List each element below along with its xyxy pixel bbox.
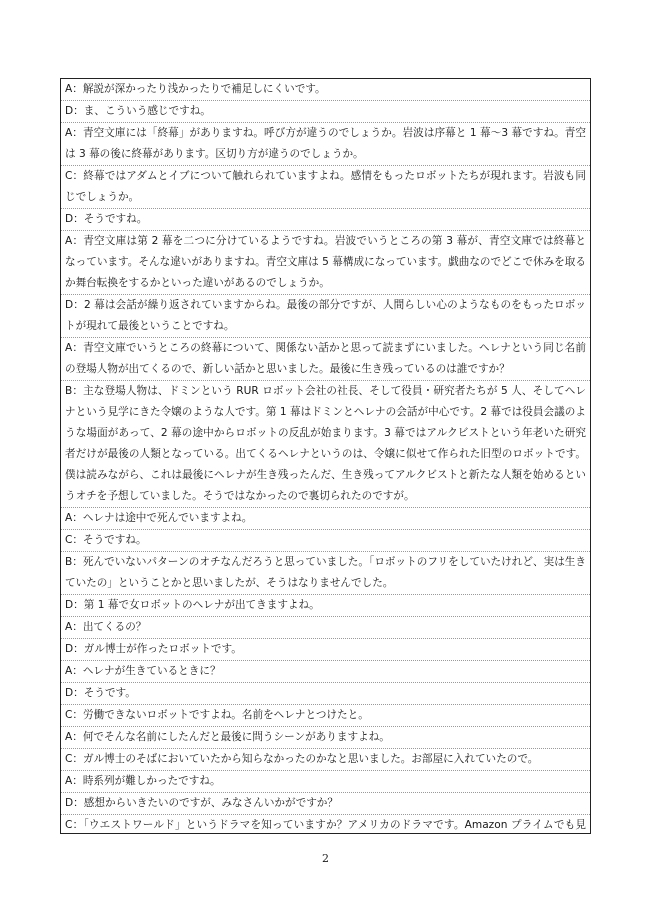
transcript-line: B：主な登場人物は、ドミンという RUR ロボット会社の社長、そして役員・研究者たちが 5 人、そしてヘレナという見学にきた令嬢のような人です。第 1 幕はドミンとヘレナの会話が中心です。2 幕では役員会議のような場面があって、2 幕の途中からロボットの反乱が始まります。3 幕ではアルクビストという年老いた研究者だけが最後の人類となっている。出てくるヘレナというのは、令嬢に似せて作られた旧型のロボットです。僕は読みながら、これは最後にヘレナが生き残ったんだ、生き残ってアルクビストと新たな人類を始めるというオチを予想していました。そうではなかったので裏切られたのですが。 — [61, 381, 590, 508]
transcript-line: A：青空文庫でいうところの終幕について、関係ない話かと思って読まずにいました。ヘレナという同じ名前の登場人物が出てくるので、新しい話かと思いました。最後に生き残っているのは誰ですか？ — [61, 338, 590, 381]
transcript-line: D：2 幕は会話が繰り返されていますからね。最後の部分ですが、人間らしい心のようなものをもったロボットが現れて最後ということですね。 — [61, 295, 590, 338]
transcript-box — [60, 78, 591, 834]
transcript-line: C：「ウエストワールド」というドラマを知っていますか？アメリカのドラマです。Amazon プライムでも見 — [61, 815, 590, 834]
transcript-line: A：解説が深かったり浅かったりで補足しにくいです。 — [61, 79, 590, 101]
transcript-line: A：時系列が難しかったですね。 — [61, 771, 590, 793]
transcript-line: A：青空文庫は第 2 幕を二つに分けているようですね。岩波でいうところの第 3 幕が、青空文庫では終幕となっています。そんな違いがありますね。青空文庫は 5 幕構成になっています。戯曲なのでどこで休みを取るか舞台転換をするかといった違いがあるのでしょうか。 — [61, 231, 590, 295]
page-number: 2 — [322, 852, 329, 865]
transcript-line: D：第 1 幕で女ロボットのヘレナが出てきますよね。 — [61, 595, 590, 617]
transcript-line: A：何でそんな名前にしたんだと最後に問うシーンがありますよね。 — [61, 727, 590, 749]
transcript-line: C：終幕ではアダムとイブについて触れられていますよね。感情をもったロボットたちが現れます。岩波も同じでしょうか。 — [61, 166, 590, 209]
transcript-line: D：ま、こういう感じですね。 — [61, 101, 590, 123]
transcript-line: B：死んでいないパターンのオチなんだろうと思っていました。「ロボットのフリをしていたけれど、実は生きていたの」ということかと思いましたが、そうはなりませんでした。 — [61, 552, 590, 595]
transcript-line: A：ヘレナは途中で死んでいますよね。 — [61, 508, 590, 530]
transcript-line: C：そうですね。 — [61, 530, 590, 552]
transcript-line: C：労働できないロボットですよね。名前をヘレナとつけたと。 — [61, 705, 590, 727]
transcript-line: D：そうですね。 — [61, 209, 590, 231]
transcript-line: A：青空文庫には「終幕」がありますね。呼び方が違うのでしょうか。岩波は序幕と 1 幕〜3 幕ですね。青空は 3 幕の後に終幕があります。区切り方が違うのでしょうか。 — [61, 123, 590, 166]
transcript-line: A：ヘレナが生きているときに？ — [61, 661, 590, 683]
transcript-line: A：出てくるの？ — [61, 617, 590, 639]
transcript-line: D：そうです。 — [61, 683, 590, 705]
transcript-line: D：ガル博士が作ったロボットです。 — [61, 639, 590, 661]
transcript-line: C：ガル博士のそばにおいていたから知らなかったのかなと思いました。お部屋に入れていたので。 — [61, 749, 590, 771]
transcript-line: D：感想からいきたいのですが、みなさんいかがですか？ — [61, 793, 590, 815]
